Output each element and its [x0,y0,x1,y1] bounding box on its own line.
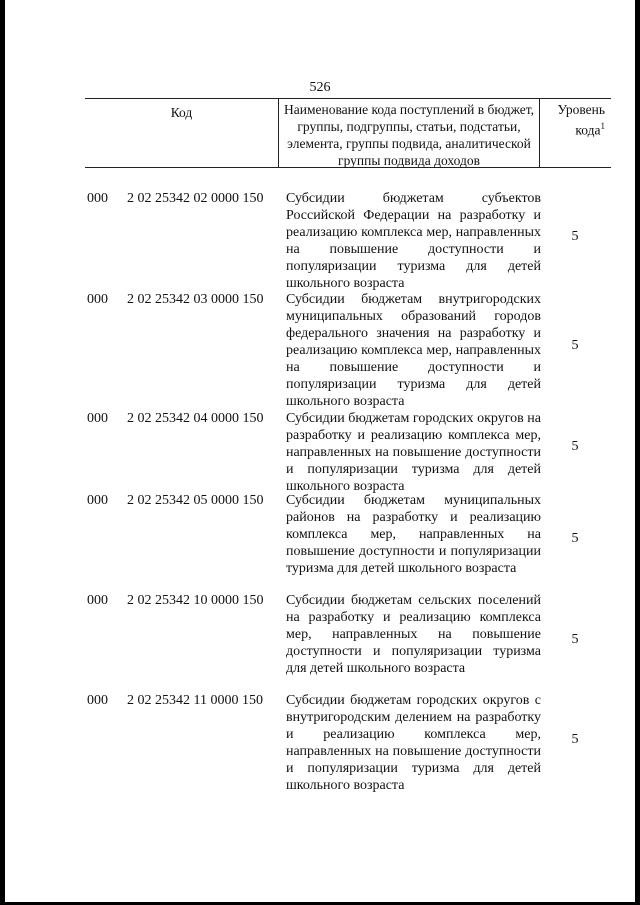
income-name: Субсидии бюджетам городских округов с внутригородским делением на разработку и реализацию комплекса мер, направленных на повышение доступности и популяризации туризма для детей школьного возраста [286,693,541,793]
admin-code: 000 [87,411,108,426]
code-level: 5 [571,632,579,647]
income-name: Субсидии бюджетам внутригородских муниципальных образований городов федерального значения на разработку и реализацию комплекса мер, направленных на повышение доступности и популяризации туризма для детей школьного возраста [286,292,541,409]
header-name [278,99,540,167]
code-level: 5 [571,338,579,353]
income-name: Субсидии бюджетам муниципальных районов на разработку и реализацию комплекса мер, направленных на повышение доступности и популяризации туризма для детей школьного возраста [286,493,541,576]
code-level: 5 [571,439,579,454]
admin-code: 000 [87,593,108,608]
admin-code: 000 [87,191,108,206]
admin-code: 000 [87,292,108,307]
income-name: Субсидии бюджетам субъектов Российской Федерации на разработку и реализацию комплекса мер, направленных на повышение доступности и популяризации туризма для детей школьного возраста [286,191,541,291]
income-code: 2 02 25342 03 0000 150 [127,292,264,307]
header-level [539,99,611,167]
income-name: Субсидии бюджетам городских округов на разработку и реализацию комплекса мер, направленных на повышение доступности и популяризации туризма для детей школьного возраста [286,411,541,494]
header-name-text: Наименование кода поступлений в бюджет, группы, подгруппы, статьи, подстатьи, элемента, группы подвида, аналитической группы подвида доходов [283,102,534,168]
footnote-marker: 1 [600,121,605,131]
page-number: 526 [309,80,331,95]
income-code: 2 02 25342 11 0000 150 [127,693,263,708]
document-page [5,0,635,902]
admin-code: 000 [87,493,108,508]
income-code: 2 02 25342 04 0000 150 [127,411,264,426]
income-name: Субсидии бюджетам сельских поселений на разработку и реализацию комплекса мер, направленных на повышение доступности и популяризации туризма для детей школьного возраста [286,593,541,676]
income-code: 2 02 25342 10 0000 150 [127,593,264,608]
code-level: 5 [571,229,579,244]
table-header [85,98,611,168]
header-level-text: Уровень кода [557,102,605,138]
income-code: 2 02 25342 02 0000 150 [127,191,264,206]
header-code: Код [170,105,193,120]
income-code: 2 02 25342 05 0000 150 [127,493,264,508]
admin-code: 000 [87,693,108,708]
code-level: 5 [571,531,579,546]
code-level: 5 [571,732,579,747]
